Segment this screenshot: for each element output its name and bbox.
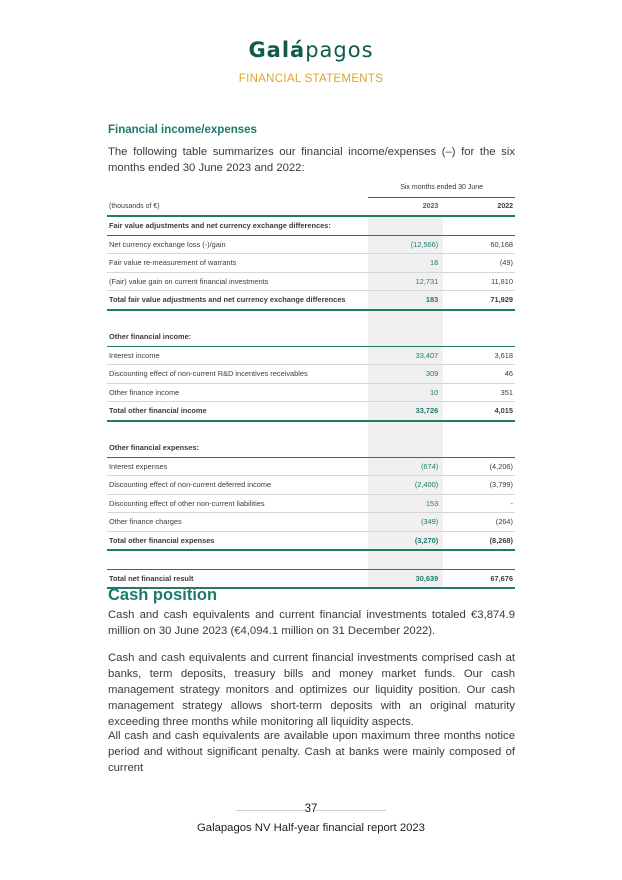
table-section-heading: Fair value adjustments and net currency exchange differences: bbox=[107, 216, 515, 235]
page-number: 37 bbox=[304, 803, 318, 815]
intro-paragraph: The following table summarizes our financial income/expenses (–) for the six months ended 30 June 2023 and 2022: bbox=[108, 146, 515, 174]
column-header-2023: 2023 bbox=[368, 197, 443, 216]
table-spacer-row bbox=[107, 550, 515, 569]
cash-position-heading: Cash position bbox=[108, 586, 218, 604]
table-net-result-row: Total net financial result 30,639 67,676 bbox=[107, 569, 515, 588]
table-row: (Fair) value gain on current financial investments 12,731 11,810 bbox=[107, 272, 515, 291]
table-total-row: Total fair value adjustments and net currency exchange differences 183 71,929 bbox=[107, 291, 515, 310]
cash-paragraph-1: Cash and cash equivalents and current financial investments totaled €3,874.9 million on 30 June 2023 (€4,094.1 million on 31 December 2022). bbox=[108, 609, 515, 637]
table-spacer-row bbox=[107, 421, 515, 440]
table-row: Other finance charges (349) (264) bbox=[107, 513, 515, 532]
table-section-heading: Other financial income: bbox=[107, 328, 515, 346]
report-footer: Galapagos NV Half-year financial report 2023 bbox=[197, 822, 425, 834]
table-section-heading: Other financial expenses: bbox=[107, 439, 515, 457]
table-column-header-row bbox=[107, 197, 515, 216]
column-header-2022: 2022 bbox=[443, 197, 515, 216]
table-total-row: Total other financial expenses (3,270) (8,268) bbox=[107, 531, 515, 550]
table-spacer-row bbox=[107, 310, 515, 329]
table-period-header-row bbox=[107, 179, 515, 197]
table-total-row: Total other financial income 33,726 4,015 bbox=[107, 402, 515, 421]
table-row: Discounting effect of other non-current liabilities 153 - bbox=[107, 494, 515, 513]
table-row: Interest income 33,407 3,618 bbox=[107, 346, 515, 365]
section-title: Financial income/expenses bbox=[108, 124, 257, 136]
company-logo: Galápagos bbox=[248, 38, 374, 62]
unit-label: (thousands of €) bbox=[107, 197, 368, 216]
cash-paragraph-3: All cash and cash equivalents are available upon maximum three months notice period and without significant penalty. Cash at banks were mainly composed of current bbox=[108, 730, 515, 774]
cash-paragraph-2: Cash and cash equivalents and current financial investments comprised cash at banks, term deposits, treasury bills and money market funds. Our cash management strategy monitors and optimizes our liquidity position. Our cash management strategy allows short-term deposits with an original maturity exceeding three months while monitoring all liquidity aspects. bbox=[108, 652, 515, 728]
period-header: Six months ended 30 June bbox=[368, 179, 515, 197]
table-row: Discounting effect of non-current R&D incentives receivables 309 46 bbox=[107, 365, 515, 384]
financial-income-table bbox=[107, 179, 515, 589]
document-section-subtitle: FINANCIAL STATEMENTS bbox=[238, 73, 384, 85]
table-row: Interest expenses (674) (4,206) bbox=[107, 457, 515, 476]
table-row: Net currency exchange loss (-)/gain (12,566) 60,168 bbox=[107, 235, 515, 254]
table-row: Discounting effect of non-current deferred income (2,400) (3,799) bbox=[107, 476, 515, 495]
table-row: Other finance income 10 351 bbox=[107, 383, 515, 402]
table-row: Fair value re-measurement of warrants 18 (49) bbox=[107, 254, 515, 273]
